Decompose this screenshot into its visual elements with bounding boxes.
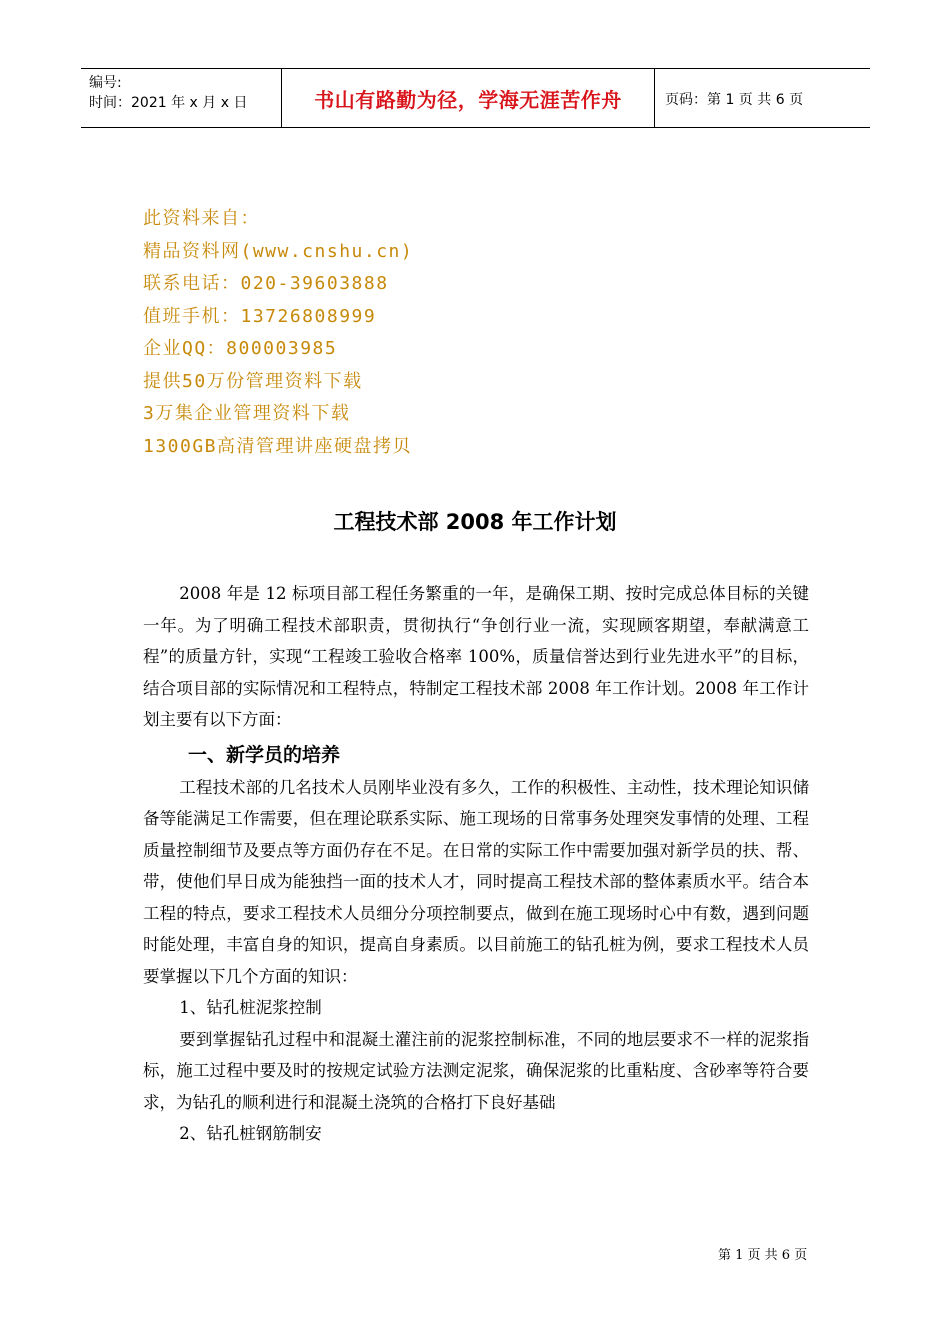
ad-line: 1300GB高清管理讲座硬盘拷贝	[143, 435, 413, 457]
section-heading: 一、新学员的培养	[188, 743, 341, 766]
ad-line: 值班手机：13726808999	[143, 305, 377, 327]
subsection-title: 2、钻孔桩钢筋制安	[179, 1124, 322, 1143]
subsection-title: 1、钻孔桩泥浆控制	[179, 998, 322, 1017]
page-footer: 第 1 页 共 6 页	[718, 1248, 808, 1263]
subsection-paragraph: 要到掌握钻孔过程中和混凝土灌注前的泥浆控制标准，不同的地层要求不一样的泥浆指标，施工过程中要及时的按规定试验方法测定泥浆，确保泥浆的比重粘度、含砂率等符合要求，为钻孔的顺利进行和混凝土浇筑的合格打下良好基础	[143, 1029, 809, 1112]
header-motto-cell	[282, 69, 655, 128]
ad-line: 联系电话：020-39603888	[143, 273, 389, 294]
document-time-label: 时间：2021 年 x 月 x 日	[89, 95, 248, 111]
document-number-label: 编号:	[89, 75, 122, 91]
header-meta	[81, 69, 282, 128]
intro-paragraph: 2008 年是 12 标项目部工程任务繁重的一年，是确保工期、按时完成总体目标的关键一年。为了明确工程技术部职责，贯彻执行“争创行业一流，实现顾客期望，奉献满意工程”的质量方针，实现“工程竣工验收合格率 100%，质量信誉达到行业先进水平”的目标，结合项目部的实际情况和工程特点，特制定工程技术部 2008 年工作计划。2008 年工作计划主要有以下方面：	[143, 584, 809, 729]
header-page-info: 页码：第 1 页 共 6 页	[665, 91, 804, 108]
ad-line: 提供50万份管理资料下载	[143, 370, 363, 392]
document-body	[143, 578, 809, 1150]
page-header	[81, 68, 870, 128]
ad-line: 3万集企业管理资料下载	[143, 403, 351, 424]
section-paragraph: 工程技术部的几名技术人员刚毕业没有多久，工作的积极性、主动性，技术理论知识储备等能满足工作需要，但在理论联系实际、施工现场的日常事务处理突发事情的处理、工程质量控制细节及要点等方面仍存在不足。在日常的实际工作中需要加强对新学员的扶、帮、带，使他们早日成为能独挡一面的技术人才，同时提高工程技术部的整体素质水平。结合本工程的特点，要求工程技术人员细分分项控制要点，做到在施工现场时心中有数，遇到问题时能处理，丰富自身的知识，提高自身素质。以目前施工的钻孔桩为例，要求工程技术人员要掌握以下几个方面的知识：	[143, 777, 809, 986]
advertisement-block	[143, 203, 413, 463]
ad-line: 此资料来自：	[143, 208, 260, 229]
document-title: 工程技术部 2008 年工作计划	[333, 510, 617, 534]
ad-line: 企业QQ：800003985	[143, 338, 338, 359]
header-motto: 书山有路勤为径，学海无涯苦作舟	[314, 88, 622, 112]
ad-line: 精品资料网(www.cnshu.cn)	[143, 240, 414, 262]
